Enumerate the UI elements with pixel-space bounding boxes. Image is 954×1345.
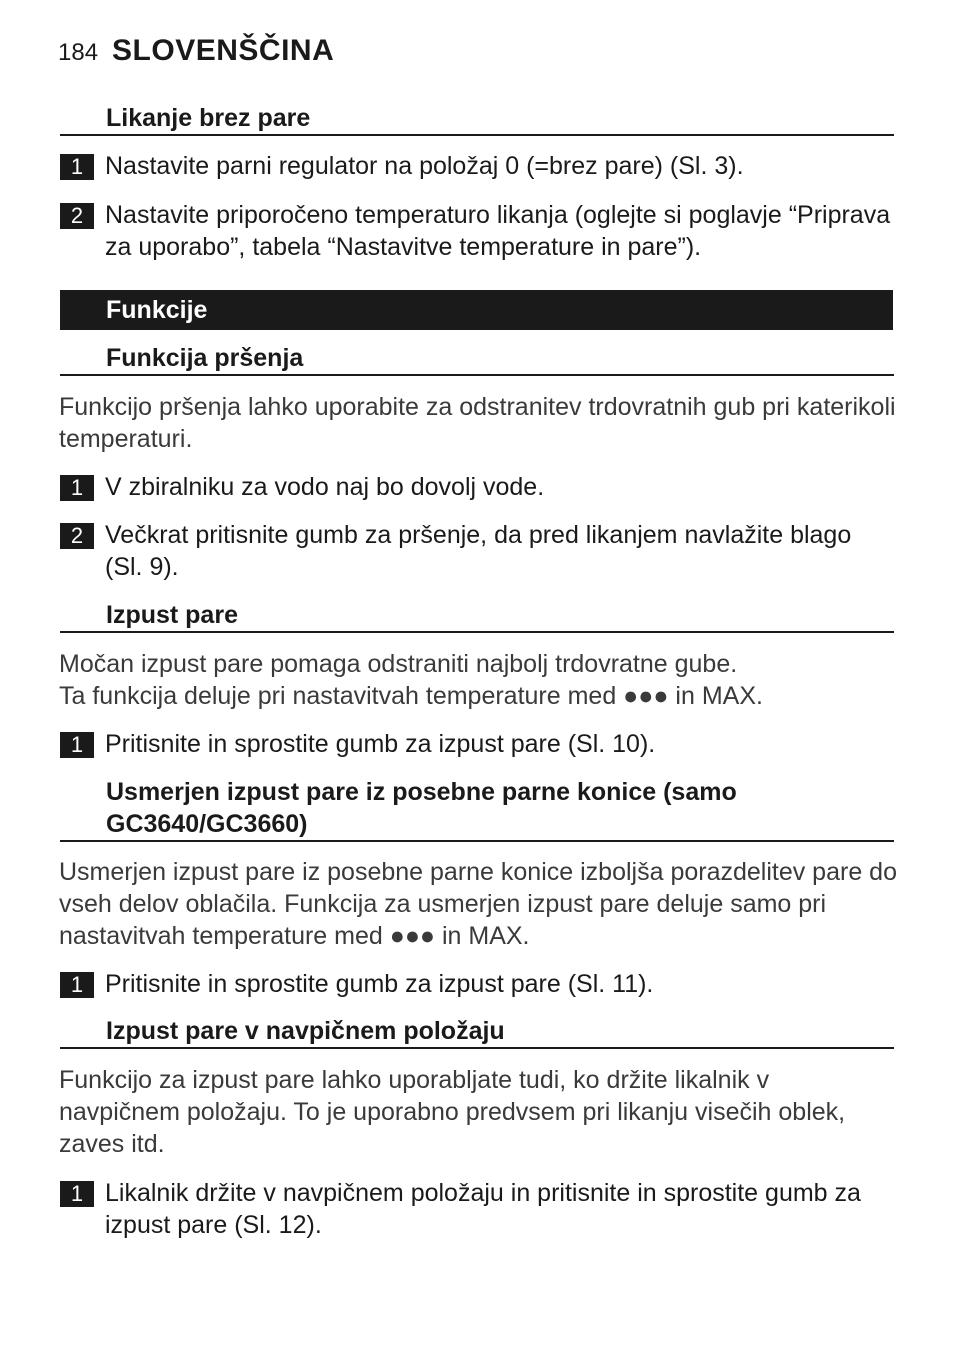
step-text: V zbiralniku za vodo naj bo dovolj vode. bbox=[105, 473, 545, 501]
section-intro: Funkcijo za izpust pare lahko uporabljate tudi, ko držite likalnik v navpičnem položaju. To je uporabno predvsem pri likanju visečih oblek, zaves itd. bbox=[59, 1066, 846, 1158]
step-item bbox=[60, 519, 894, 583]
page-header bbox=[58, 34, 334, 68]
step-number-badge: 1 bbox=[60, 475, 94, 501]
section-heading-usmerjen bbox=[60, 776, 894, 842]
step-number-badge: 1 bbox=[60, 154, 94, 180]
intro-line: Močan izpust pare pomaga odstraniti najbolj trdovratne gube. bbox=[59, 650, 738, 678]
heading-text: Izpust pare v navpičnem položaju bbox=[106, 1017, 505, 1045]
step-text: Pritisnite in sprostite gumb za izpust pare (Sl. 10). bbox=[105, 730, 656, 758]
step-item bbox=[60, 1177, 894, 1241]
chapter-title-bar bbox=[60, 290, 893, 330]
section-heading-prsenje bbox=[60, 342, 894, 376]
section-heading-izpust bbox=[60, 599, 894, 633]
heading-text: Likanje brez pare bbox=[106, 104, 311, 132]
step-text: Večkrat pritisnite gumb za pršenje, da pred likanjem navlažite blago (Sl. 9). bbox=[105, 521, 852, 581]
step-item bbox=[60, 199, 894, 263]
heading-text: Usmerjen izpust pare iz posebne parne konice (samo GC3640/GC3660) bbox=[106, 778, 737, 838]
step-number-badge: 1 bbox=[60, 732, 94, 758]
step-text: Nastavite parni regulator na položaj 0 (=brez pare) (Sl. 3). bbox=[105, 152, 744, 180]
step-item bbox=[60, 150, 894, 182]
section-heading-navpicni bbox=[60, 1015, 894, 1049]
step-number-badge: 1 bbox=[60, 972, 94, 998]
language-title: SLOVENŠČINA bbox=[112, 34, 335, 67]
intro-line: Ta funkcija deluje pri nastavitvah temperature med ●●● in MAX. bbox=[59, 682, 763, 710]
step-item bbox=[60, 728, 894, 760]
heading-text: Izpust pare bbox=[106, 601, 238, 629]
step-item bbox=[60, 968, 894, 1000]
section-intro bbox=[59, 648, 899, 712]
chapter-title: Funkcije bbox=[106, 296, 208, 324]
section-intro: Funkcijo pršenja lahko uporabite za odstranitev trdovratnih gub pri katerikoli temperaturi. bbox=[59, 393, 896, 453]
section-intro: Usmerjen izpust pare iz posebne parne konice izboljša porazdelitev pare do vseh delov oblačila. Funkcija za usmerjen izpust pare deluje samo pri nastavitvah temperature med ●●● in MAX. bbox=[59, 858, 897, 950]
page-number: 184 bbox=[58, 39, 99, 66]
step-text: Pritisnite in sprostite gumb za izpust pare (Sl. 11). bbox=[105, 970, 654, 998]
step-text: Likalnik držite v navpičnem položaju in pritisnite in sprostite gumb za izpust pare (Sl. 12). bbox=[105, 1179, 861, 1239]
section-heading-likanje bbox=[60, 102, 894, 136]
step-text: Nastavite priporočeno temperaturo likanja (oglejte si poglavje “Priprava za uporabo”, tabela “Nastavitve temperature in pare”). bbox=[105, 201, 891, 261]
step-number-badge: 2 bbox=[60, 523, 94, 549]
step-number-badge: 2 bbox=[60, 203, 94, 229]
heading-text: Funkcija pršenja bbox=[106, 344, 304, 372]
step-item bbox=[60, 471, 894, 503]
step-number-badge: 1 bbox=[60, 1181, 94, 1207]
